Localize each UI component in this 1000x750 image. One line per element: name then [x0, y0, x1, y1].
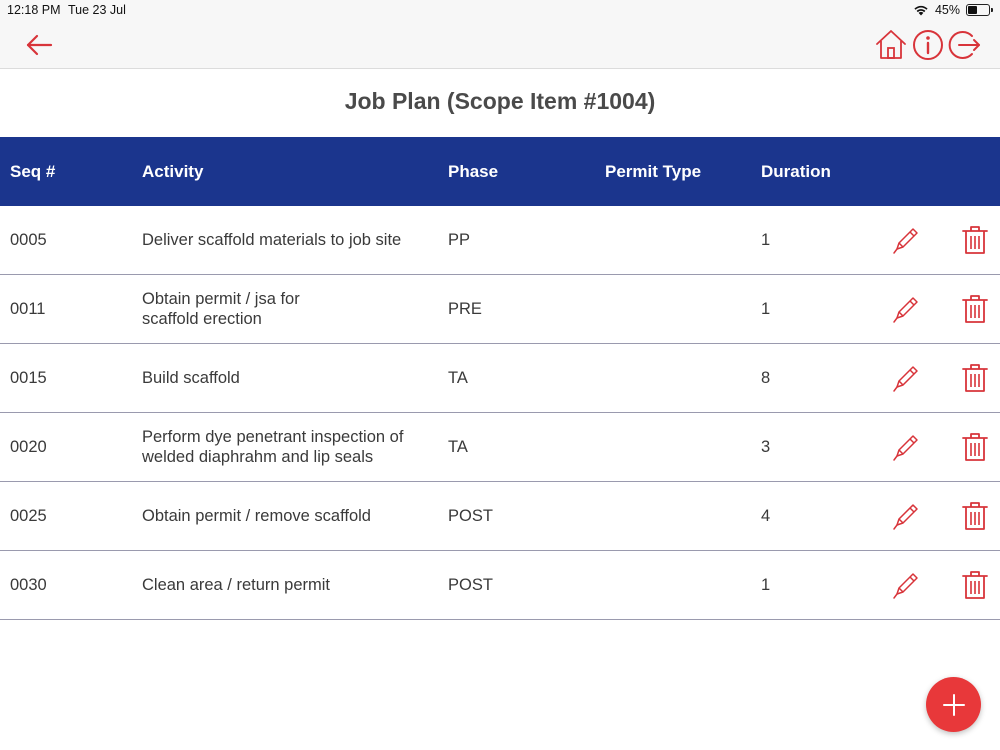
table-row[interactable]	[0, 482, 1000, 551]
phase-value: POST	[448, 507, 493, 525]
battery-fill	[968, 6, 977, 14]
activity-cell	[142, 413, 442, 481]
duration-value: 1	[761, 300, 771, 318]
nav-bar	[0, 22, 1000, 69]
duration-value: 3	[761, 438, 771, 456]
column-header-activity: Activity	[142, 162, 204, 181]
activity-value	[142, 368, 240, 388]
activity-line-1: Obtain permit / remove scaffold	[142, 507, 371, 525]
trash-icon[interactable]	[960, 362, 990, 394]
duration-cell	[761, 551, 770, 619]
duration-cell	[761, 206, 770, 274]
activity-cell	[142, 344, 442, 412]
activity-line-1: Build scaffold	[142, 369, 240, 387]
activity-cell	[142, 482, 442, 550]
trash-icon[interactable]	[960, 569, 990, 601]
activity-cell	[142, 551, 442, 619]
column-header-phase: Phase	[448, 162, 499, 181]
seq-cell	[10, 551, 47, 619]
duration-cell	[761, 275, 770, 343]
activity-value	[142, 427, 403, 467]
phase-cell	[448, 482, 493, 550]
phase-value: TA	[448, 369, 468, 387]
seq-value: 0011	[10, 300, 46, 318]
battery-icon	[966, 4, 990, 16]
pencil-icon[interactable]	[891, 501, 921, 531]
activity-cell	[142, 275, 442, 343]
activity-line-1: Perform dye penetrant inspection of	[142, 428, 404, 446]
table-row[interactable]	[0, 275, 1000, 344]
phase-cell	[448, 275, 482, 343]
activity-line-2: scaffold erection	[142, 310, 262, 328]
duration-cell	[761, 344, 770, 412]
activity-line-1: Clean area / return permit	[142, 576, 331, 594]
activity-cell	[142, 206, 442, 274]
duration-cell	[761, 413, 770, 481]
column-header-duration: Duration	[761, 162, 831, 181]
home-icon[interactable]	[875, 28, 907, 60]
logout-icon[interactable]	[948, 29, 982, 61]
table-row[interactable]	[0, 551, 1000, 620]
seq-cell	[10, 206, 47, 274]
phase-value: TA	[448, 438, 468, 456]
phase-cell	[448, 413, 468, 481]
activity-line-1: Deliver scaffold materials to job site	[142, 231, 402, 249]
phase-value: PP	[448, 231, 471, 249]
phase-cell	[448, 551, 493, 619]
job-plan-rows	[0, 206, 1000, 620]
info-icon[interactable]	[912, 29, 944, 61]
status-right	[913, 3, 990, 17]
seq-value: 0005	[10, 231, 47, 249]
activity-value	[142, 230, 401, 250]
trash-icon[interactable]	[960, 500, 990, 532]
duration-value: 8	[761, 369, 771, 387]
activity-value	[142, 575, 330, 595]
table-row[interactable]	[0, 344, 1000, 413]
table-header	[0, 137, 1000, 206]
status-time: 12:18 PM	[7, 3, 61, 17]
trash-icon[interactable]	[960, 293, 990, 325]
activity-line-2: welded diaphrahm and lip seals	[142, 448, 374, 466]
wifi-icon	[913, 4, 929, 16]
duration-value: 4	[761, 507, 771, 525]
column-header-permit-type: Permit Type	[605, 162, 702, 181]
pencil-icon[interactable]	[891, 363, 921, 393]
add-activity-button[interactable]	[926, 677, 981, 732]
seq-cell	[10, 275, 45, 343]
seq-cell	[10, 344, 47, 412]
phase-value: PRE	[448, 300, 482, 318]
trash-icon[interactable]	[960, 224, 990, 256]
duration-cell	[761, 482, 770, 550]
seq-value: 0030	[10, 576, 47, 594]
seq-cell	[10, 482, 47, 550]
pencil-icon[interactable]	[891, 294, 921, 324]
trash-icon[interactable]	[960, 431, 990, 463]
table-row[interactable]	[0, 413, 1000, 482]
page-title: Job Plan (Scope Item #1004)	[344, 88, 656, 114]
phase-cell	[448, 206, 470, 274]
seq-value: 0025	[10, 507, 47, 525]
table-row[interactable]	[0, 206, 1000, 275]
plus-icon	[942, 693, 966, 717]
activity-value	[142, 289, 300, 329]
activity-line-1: Obtain permit / jsa for	[142, 290, 300, 308]
column-header-seq: Seq #	[10, 162, 56, 181]
seq-value: 0015	[10, 369, 47, 387]
pencil-icon[interactable]	[891, 432, 921, 462]
duration-value: 1	[761, 576, 771, 594]
status-bar	[0, 0, 1000, 22]
status-date: Tue 23 Jul	[68, 3, 126, 17]
battery-percent: 45%	[934, 3, 960, 17]
phase-value: POST	[448, 576, 493, 594]
activity-value	[142, 506, 371, 526]
back-arrow-icon[interactable]	[24, 30, 54, 60]
pencil-icon[interactable]	[891, 570, 921, 600]
seq-cell	[10, 413, 47, 481]
seq-value: 0020	[10, 438, 47, 456]
phase-cell	[448, 344, 468, 412]
duration-value: 1	[761, 231, 771, 249]
pencil-icon[interactable]	[891, 225, 921, 255]
